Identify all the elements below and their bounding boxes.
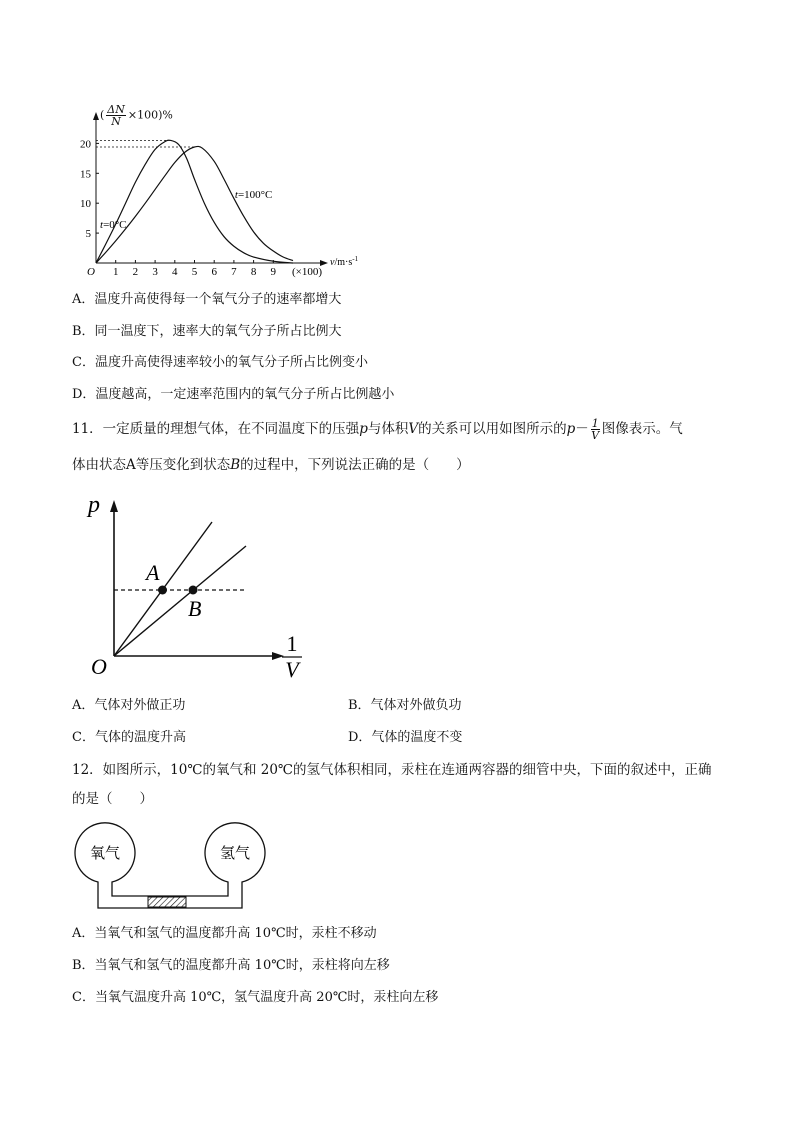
q10-x-tick-label: 5	[191, 266, 198, 278]
q10-origin: O	[87, 266, 95, 278]
q11-line-b	[114, 546, 246, 656]
q10-series-label-var: t	[100, 219, 104, 232]
q11-stem-part3: 的关系可以用如图所示的	[418, 421, 567, 437]
q11-expr-p: p	[566, 421, 576, 437]
q11-option-c: C．气体的温度升高	[72, 730, 186, 745]
q10-y-label-frac-den: N	[111, 115, 121, 128]
q11-point-a	[158, 586, 167, 595]
q12-left-bulb-label: 氧气	[89, 846, 121, 862]
q11-stem-part2: 与体积	[367, 421, 409, 437]
q12-stem-line1: 12．如图所示，10℃的氧气和 20℃的氢气体积相同，汞柱在连通两容器的细管中央，下面的叙述中，正确	[72, 762, 712, 778]
q11-y-label: p	[88, 492, 100, 518]
q10-x-label-unit: /m·s	[334, 257, 353, 268]
q12-right-bulb-label: 氢气	[219, 846, 251, 862]
q11-stem-line2a: 体由状态A等压变化到状态	[72, 457, 231, 473]
q10-x-tick-label: 3	[152, 266, 158, 278]
q10-x-label-var: v	[330, 257, 335, 268]
q12-apparatus	[70, 820, 270, 910]
q10-series-100c-label	[235, 189, 273, 201]
q10-y-label-frac-num: ΔN	[107, 103, 125, 116]
q10-option-b: B．同一温度下，速率大的氧气分子所占比例大	[72, 324, 342, 339]
q10-y-axis-arrow	[93, 112, 99, 120]
q10-x-tick-label: 1	[112, 266, 119, 278]
q10-y-label-right: ×100)%	[127, 108, 173, 122]
q10-x-tick-label: 6	[211, 266, 217, 278]
q11-origin: O	[91, 654, 107, 679]
q11-y-axis-arrow	[110, 500, 118, 512]
q11-x-label-den: V	[285, 657, 299, 682]
q10-y-tick-label: 20	[80, 138, 91, 151]
q10-y-tick-label: 10	[80, 198, 91, 211]
q11-stem-part1: 11．一定质量的理想气体，在不同温度下的压强	[72, 421, 360, 437]
q12-option-b: B．当氧气和氢气的温度都升高 10℃时，汞柱将向左移	[72, 958, 390, 973]
q10-x-label	[330, 255, 359, 268]
q10-x-unit-note: (×100)	[291, 266, 323, 278]
q11-x-axis-arrow	[272, 652, 284, 660]
q11-x-label-num: 1	[286, 631, 298, 656]
q10-x-tick-label: 4	[172, 266, 178, 278]
q10-series-100c-curve	[96, 146, 293, 263]
q11-label-a: A	[146, 560, 160, 585]
q10-x-tick-label: 9	[270, 266, 277, 278]
q12-option-c: C．当氧气温度升高 10℃，氢气温度升高 20℃时，汞柱向左移	[72, 990, 439, 1005]
q10-series-label-value: =100°C	[237, 189, 273, 202]
q11-label-b: B	[188, 596, 202, 621]
q11-stem-line2b: 的过程中，下列说法正确的是（ ）	[240, 457, 470, 473]
q11-frac-den: V	[591, 429, 600, 442]
q11-point-b	[189, 586, 198, 595]
q10-series-0c-label	[100, 219, 127, 231]
q12-vessel-outline	[75, 823, 265, 908]
q12-option-a: A．当氧气和氢气的温度都升高 10℃时，汞柱不移动	[72, 926, 377, 941]
q10-series-0c-curve	[96, 140, 293, 263]
q11-frac-num: 1	[591, 417, 599, 430]
q10-option-c: C．温度升高使得速率较小的氧气分子所占比例变小	[72, 355, 368, 370]
q11-stem-line1	[72, 418, 732, 441]
q11-var-p: p	[359, 421, 368, 437]
q10-y-tick-label: 5	[85, 228, 91, 241]
q10-series-label-var: t	[234, 189, 238, 202]
q10-chart-svg	[70, 100, 380, 285]
q11-var-v: V	[408, 421, 419, 437]
q11-stem-part4: 图像表示。气	[601, 421, 683, 437]
q10-x-tick-label: 7	[231, 266, 237, 278]
q12-mercury-column	[148, 897, 186, 907]
q10-x-tick-label: 8	[250, 266, 257, 278]
q11-option-d: D．气体的温度不变	[348, 730, 463, 745]
q10-y-tick-label: 15	[80, 168, 91, 181]
q11-stem-line2	[72, 456, 470, 474]
q12-stem-line2: 的是（ ）	[72, 791, 153, 807]
q10-x-label-sup: -1	[352, 255, 359, 263]
q10-option-a: A．温度升高使得每一个氧气分子的速率都增大	[72, 292, 342, 307]
q10-x-tick-label: 2	[132, 266, 139, 278]
q10-series-label-value: =0°C	[103, 219, 127, 232]
q10-option-d: D．温度越高，一定速率范围内的氧气分子所占比例越小	[72, 387, 395, 402]
q11-option-a: A．气体对外做正功	[72, 698, 186, 713]
q10-chart	[70, 100, 380, 285]
q11-graph	[80, 488, 320, 688]
q11-option-b: B．气体对外做负功	[348, 698, 462, 713]
q11-var-b: B	[230, 457, 241, 473]
q10-y-label-left: (	[100, 108, 105, 122]
q11-expr-dash: －	[575, 421, 589, 437]
